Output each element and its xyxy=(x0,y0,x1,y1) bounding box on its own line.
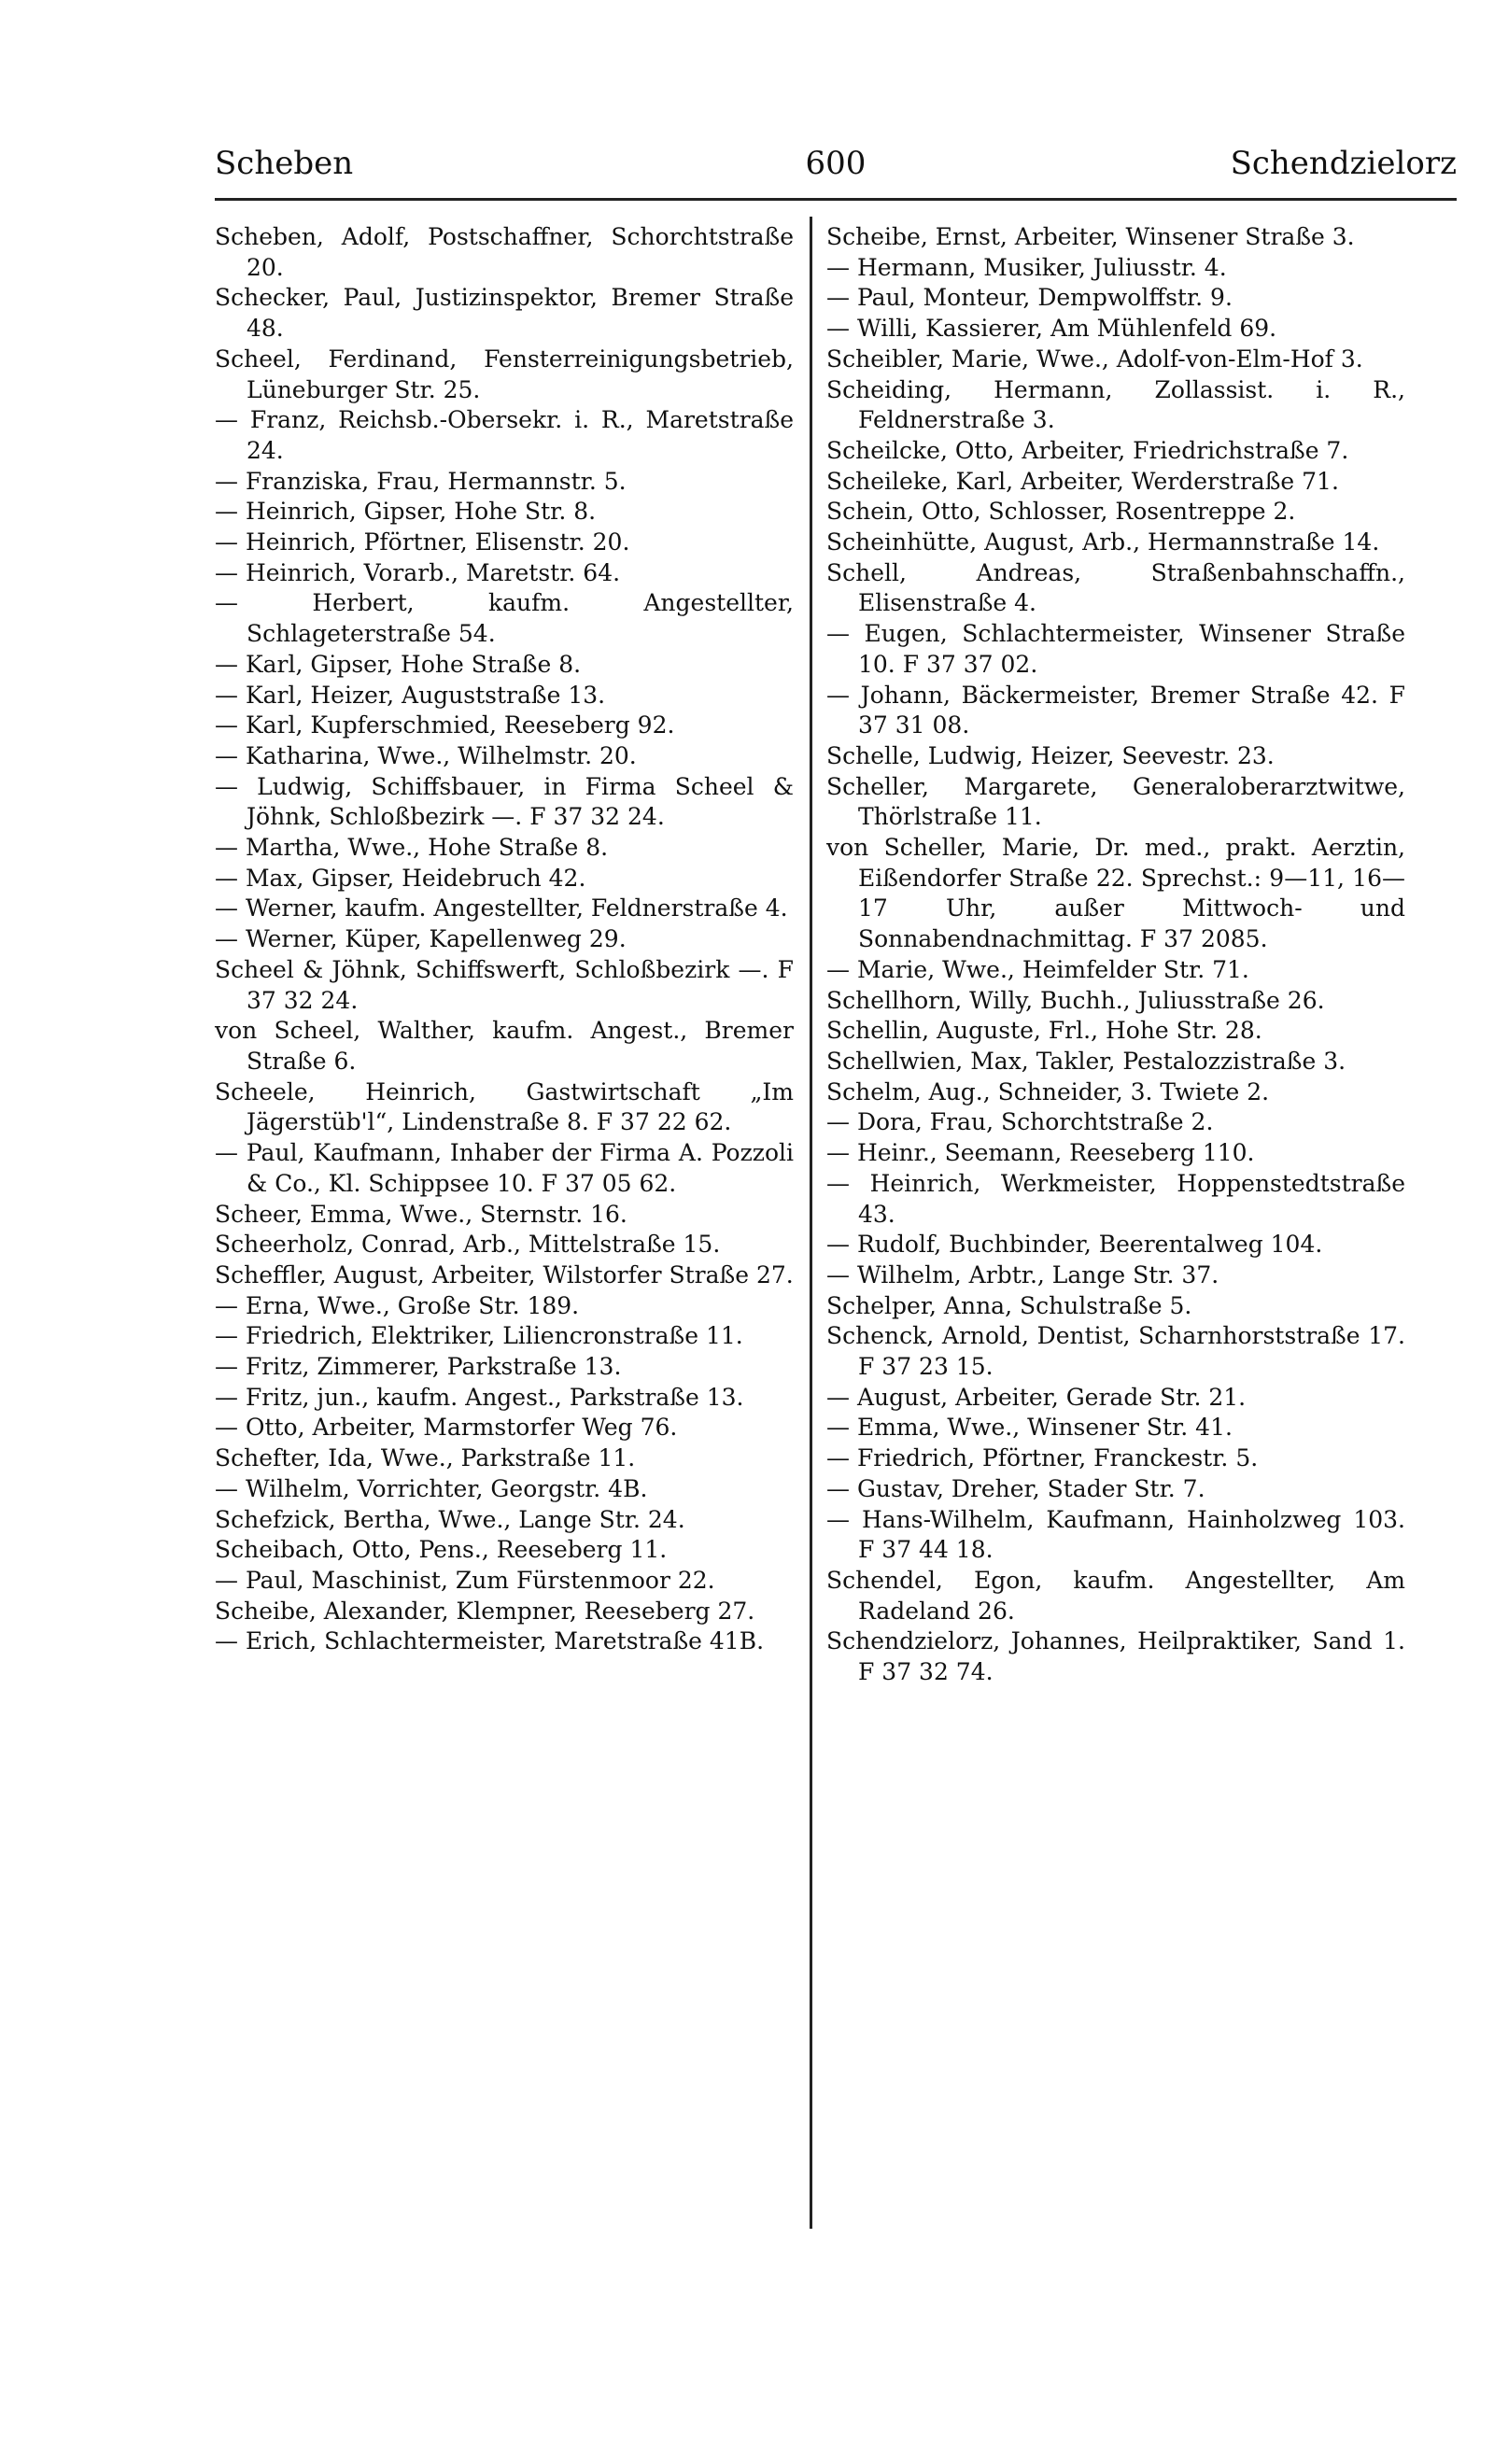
header-rule xyxy=(215,198,1457,201)
page-header xyxy=(215,140,1457,187)
directory-entry: — Heinrich, Werkmeister, Hoppenstedtstraße 43. xyxy=(826,1169,1405,1228)
directory-entry: Scheibler, Marie, Wwe., Adolf-von-Elm-Hof 3. xyxy=(826,345,1363,373)
directory-entry: Scheinhütte, August, Arb., Hermannstraße 14. xyxy=(826,528,1380,556)
directory-entry: Scheer, Emma, Wwe., Sternstr. 16. xyxy=(215,1200,627,1228)
column-divider xyxy=(810,217,812,2229)
directory-entry: Schecker, Paul, Justizinspektor, Bremer Straße 48. xyxy=(215,284,794,343)
directory-entry: — Wilhelm, Arbtr., Lange Str. 37. xyxy=(826,1260,1219,1288)
directory-entry: — Karl, Gipser, Hohe Straße 8. xyxy=(215,650,582,678)
directory-entry: Scheiding, Hermann, Zollassist. i. R., Feldnerstraße 3. xyxy=(826,375,1405,434)
directory-entry: — Heinrich, Pförtner, Elisenstr. 20. xyxy=(215,528,630,556)
directory-entry: — Friedrich, Pförtner, Franckestr. 5. xyxy=(826,1444,1259,1472)
directory-entry: Scheel & Jöhnk, Schiffswerft, Schloßbezirk —. F 37 32 24. xyxy=(215,955,794,1014)
directory-entry: — Marie, Wwe., Heimfelder Str. 71. xyxy=(826,955,1249,983)
directory-entry: — Hermann, Musiker, Juliusstr. 4. xyxy=(826,253,1227,281)
directory-entry: — Otto, Arbeiter, Marmstorfer Weg 76. xyxy=(215,1414,678,1442)
directory-entry: — Gustav, Dreher, Stader Str. 7. xyxy=(826,1474,1205,1502)
directory-entry: — August, Arbeiter, Gerade Str. 21. xyxy=(826,1383,1247,1411)
directory-entry: — Paul, Kaufmann, Inhaber der Firma A. Pozzoli & Co., Kl. Schippsee 10. F 37 05 62. xyxy=(215,1139,794,1197)
header-last-name: Schendzielorz xyxy=(1230,145,1457,182)
directory-entry: — Wilhelm, Vorrichter, Georgstr. 4B. xyxy=(215,1474,648,1502)
directory-entry: Scheileke, Karl, Arbeiter, Werderstraße 71. xyxy=(826,467,1339,495)
directory-entry: Scheibach, Otto, Pens., Reeseberg 11. xyxy=(215,1536,668,1564)
directory-entry: — Friedrich, Elektriker, Liliencronstraße 11. xyxy=(215,1322,743,1350)
directory-entry: — Emma, Wwe., Winsener Str. 41. xyxy=(826,1414,1233,1442)
directory-entry: — Rudolf, Buchbinder, Beerentalweg 104. xyxy=(826,1231,1323,1259)
directory-entry: — Katharina, Wwe., Wilhelmstr. 20. xyxy=(215,741,637,769)
directory-entry: — Werner, Küper, Kapellenweg 29. xyxy=(215,925,627,953)
directory-entry: — Paul, Monteur, Dempwolffstr. 9. xyxy=(826,284,1233,312)
directory-entry: Schellin, Auguste, Frl., Hohe Str. 28. xyxy=(826,1017,1262,1045)
directory-entry: Scheffler, August, Arbeiter, Wilstorfer Straße 27. xyxy=(215,1260,794,1288)
directory-entry: — Herbert, kaufm. Angestellter, Schlageterstraße 54. xyxy=(215,589,794,648)
directory-entry: — Heinrich, Gipser, Hohe Str. 8. xyxy=(215,498,597,526)
header-first-name: Scheben xyxy=(215,145,354,182)
directory-entry: Schefter, Ida, Wwe., Parkstraße 11. xyxy=(215,1444,636,1472)
page-number: 600 xyxy=(805,145,867,182)
directory-entry: Schendel, Egon, kaufm. Angestellter, Am Radeland 26. xyxy=(826,1566,1405,1625)
directory-entry: Schefzick, Bertha, Wwe., Lange Str. 24. xyxy=(215,1505,685,1533)
directory-entry: Schelper, Anna, Schulstraße 5. xyxy=(826,1291,1192,1319)
directory-entry: Schelm, Aug., Schneider, 3. Twiete 2. xyxy=(826,1077,1270,1105)
directory-entry: — Karl, Kupferschmied, Reeseberg 92. xyxy=(215,711,675,739)
directory-entry: von Scheel, Walther, kaufm. Angest., Bremer Straße 6. xyxy=(215,1017,794,1075)
directory-entry: Schendzielorz, Johannes, Heilpraktiker, Sand 1. F 37 32 74. xyxy=(826,1627,1405,1686)
directory-entry: Scheele, Heinrich, Gastwirtschaft „Im Jägerstüb'l“, Lindenstraße 8. F 37 22 62. xyxy=(215,1077,794,1136)
directory-entry: Schell, Andreas, Straßenbahnschaffn., Elisenstraße 4. xyxy=(826,558,1405,617)
directory-entry: — Eugen, Schlachtermeister, Winsener Straße 10. F 37 37 02. xyxy=(826,620,1405,678)
directory-entry: — Paul, Maschinist, Zum Fürstenmoor 22. xyxy=(215,1566,715,1594)
directory-entry: Schein, Otto, Schlosser, Rosentreppe 2. xyxy=(826,498,1296,526)
directory-entry: von Scheller, Marie, Dr. med., prakt. Aerztin, Eißendorfer Straße 22. Sprechst.: 9—11, 16—17 Uhr, außer Mittwoch- und Sonnabendnachmittag. F 37 2085. xyxy=(826,834,1405,953)
directory-entry: — Willi, Kassierer, Am Mühlenfeld 69. xyxy=(826,315,1277,343)
directory-entry: Schellwien, Max, Takler, Pestalozzistraße 3. xyxy=(826,1047,1346,1075)
directory-entry: — Karl, Heizer, Auguststraße 13. xyxy=(215,681,606,709)
directory-entry: — Max, Gipser, Heidebruch 42. xyxy=(215,864,586,892)
directory-entry: Scheibe, Alexander, Klempner, Reeseberg 27. xyxy=(215,1597,755,1625)
directory-entry: — Martha, Wwe., Hohe Straße 8. xyxy=(215,834,609,862)
directory-entry: Scheel, Ferdinand, Fensterreinigungsbetrieb, Lüneburger Str. 25. xyxy=(215,345,794,403)
right-column xyxy=(826,222,1405,1688)
directory-entry: — Fritz, Zimmerer, Parkstraße 13. xyxy=(215,1353,622,1381)
directory-entry: Schenck, Arnold, Dentist, Scharnhorststraße 17. F 37 23 15. xyxy=(826,1322,1405,1381)
directory-entry: Scheben, Adolf, Postschaffner, Schorchtstraße 20. xyxy=(215,223,794,281)
directory-entry: — Franz, Reichsb.-Obersekr. i. R., Maretstraße 24. xyxy=(215,406,794,464)
directory-entry: — Heinr., Seemann, Reeseberg 110. xyxy=(826,1139,1255,1167)
directory-entry: Scheller, Margarete, Generaloberarztwitwe, Thörlstraße 11. xyxy=(826,772,1405,831)
directory-entry: — Heinrich, Vorarb., Maretstr. 64. xyxy=(215,558,621,586)
directory-entry: Schellhorn, Willy, Buchh., Juliusstraße 26. xyxy=(826,986,1325,1014)
directory-entry: Scheerholz, Conrad, Arb., Mittelstraße 15. xyxy=(215,1231,721,1259)
directory-entry: — Hans-Wilhelm, Kaufmann, Hainholzweg 103. F 37 44 18. xyxy=(826,1505,1405,1564)
directory-entry: — Erich, Schlachtermeister, Maretstraße 41B. xyxy=(215,1627,765,1655)
directory-entry: — Werner, kaufm. Angestellter, Feldnerstraße 4. xyxy=(215,894,788,922)
directory-entry: — Johann, Bäckermeister, Bremer Straße 42. F 37 31 08. xyxy=(826,681,1405,739)
directory-entry: — Erna, Wwe., Große Str. 189. xyxy=(215,1291,580,1319)
directory-entry: — Franziska, Frau, Hermannstr. 5. xyxy=(215,467,627,495)
directory-entry: — Fritz, jun., kaufm. Angest., Parkstraße 13. xyxy=(215,1383,744,1411)
directory-entry: — Ludwig, Schiffsbauer, in Firma Scheel & Jöhnk, Schloßbezirk —. F 37 32 24. xyxy=(215,772,794,831)
directory-entry: Scheilcke, Otto, Arbeiter, Friedrichstraße 7. xyxy=(826,436,1349,464)
left-column xyxy=(215,222,794,1657)
directory-entry: Schelle, Ludwig, Heizer, Seevestr. 23. xyxy=(826,741,1275,769)
directory-entry: Scheibe, Ernst, Arbeiter, Winsener Straße 3. xyxy=(826,223,1355,250)
directory-entry: — Dora, Frau, Schorchtstraße 2. xyxy=(826,1108,1214,1136)
